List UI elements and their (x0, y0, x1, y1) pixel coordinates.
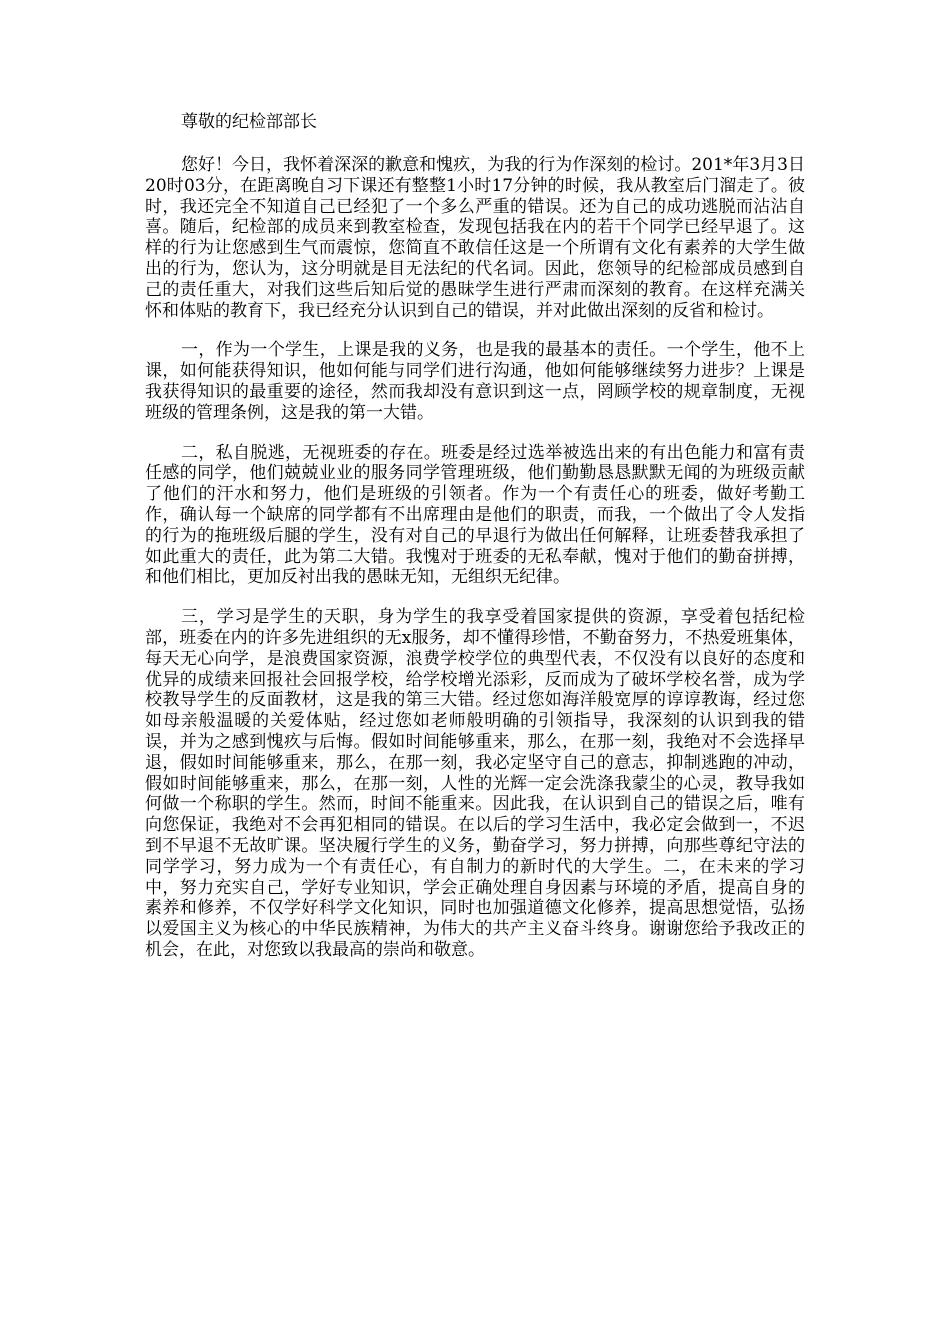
paragraph-point-two: 二，私自脱逃，无视班委的存在。班委是经过选举被选出来的有出色能力和富有责任感的同学，他们兢兢业业的服务同学管理班级，他们勤勤恳恳默默无闻的为班级贡献了他们的汗水和努力，他们是班级的引领者。作为一个有责任心的班委，做好考勤工作，确认每一个缺席的同学都有不出席理由是他们的职责，而我，一个做出了令人发指的行为的拖班级后腿的学生，没有对自己的早退行为做出任何解释，让班委替我承担了如此重大的责任，此为第二大错。我愧对于班委的无私奉献，愧对于他们的勤奋拼搏，和他们相比，更加反衬出我的愚昧无知，无组织无纪律。 (145, 442, 805, 588)
paragraph-intro: 您好！今日，我怀着深深的歉意和愧疚，为我的行为作深刻的检讨。201*年3月3日20时03分，在距离晚自习下课还有整整1小时17分钟的时候，我从教室后门溜走了。彼时，我还完全不知道自己已经犯了一个多么严重的错误。还为自己的成功逃脱而沾沾自喜。随后，纪检部的成员来到教室检查，发现包括我在内的若干个同学已经早退了。这样的行为让您感到生气而震惊，您简直不敢信任这是一个所谓有文化有素养的大学生做出的行为，您认为，这分明就是目无法纪的代名词。因此，您领导的纪检部成员感到自己的责任重大，对我们这些后知后觉的愚昧学生进行严肃而深刻的教育。在这样充满关怀和体贴的教育下，我已经充分认识到自己的错误，并对此做出深刻的反省和检讨。 (145, 155, 805, 321)
paragraph-point-three: 三，学习是学生的天职，身为学生的我享受着国家提供的资源，享受着包括纪检部，班委在内的许多先进组织的无x服务，却不懂得珍惜，不勤奋努力，不热爱班集体，每天无心向学，是浪费国家资源，浪费学校学位的典型代表，不仅没有以良好的态度和优异的成绩来回报社会回报学校，给学校增光添彩，反而成为了破坏学校名誉，成为学校教导学生的反面教材，这是我的第三大错。经过您如海洋般宽厚的谆谆教诲，经过您如母亲般温暖的关爱体贴，经过您如老师般明确的引领指导，我深刻的认识到我的错误，并为之感到愧疚与后悔。假如时间能够重来，那么，在那一刻，我绝对不会选择早退，假如时间能够重来，那么，在那一刻，我必定坚守自己的意志，抑制逃跑的冲动，假如时间能够重来，那么，在那一刻，人性的光辉一定会洗涤我蒙尘的心灵，教导我如何做一个称职的学生。然而，时间不能重来。因此我，在认识到自己的错误之后，唯有向您保证，我绝对不会再犯相同的错误。在以后的学习生活中，我必定会做到一，不迟到不早退不无故旷课。坚决履行学生的义务，勤奋学习，努力拼搏，向那些尊纪守法的同学学习，努力成为一个有责任心，有自制力的新时代的大学生。二，在未来的学习中，努力充实自己，学好专业知识，学会正确处理自身因素与环境的矛盾，提高自身的素养和修养，不仅学好科学文化知识，同时也加强道德文化修养，提高思想觉悟，弘扬以爱国主义为核心的中华民族精神，为伟大的共产主义奋斗终身。谢谢您给予我改正的机会，在此，对您致以我最高的崇尚和敬意。 (145, 607, 805, 960)
salutation: 尊敬的纪检部部长 (181, 112, 317, 132)
paragraph-point-one: 一，作为一个学生，上课是我的义务，也是我的最基本的责任。一个学生，他不上课，如何能获得知识，他如何能与同学们进行沟通，他如何能够继续努力进步？上课是我获得知识的最重要的途径，然而我却没有意识到这一点，罔顾学校的规章制度，无视班级的管理条例，这是我的第一大错。 (145, 340, 805, 423)
document-page (145, 109, 805, 980)
